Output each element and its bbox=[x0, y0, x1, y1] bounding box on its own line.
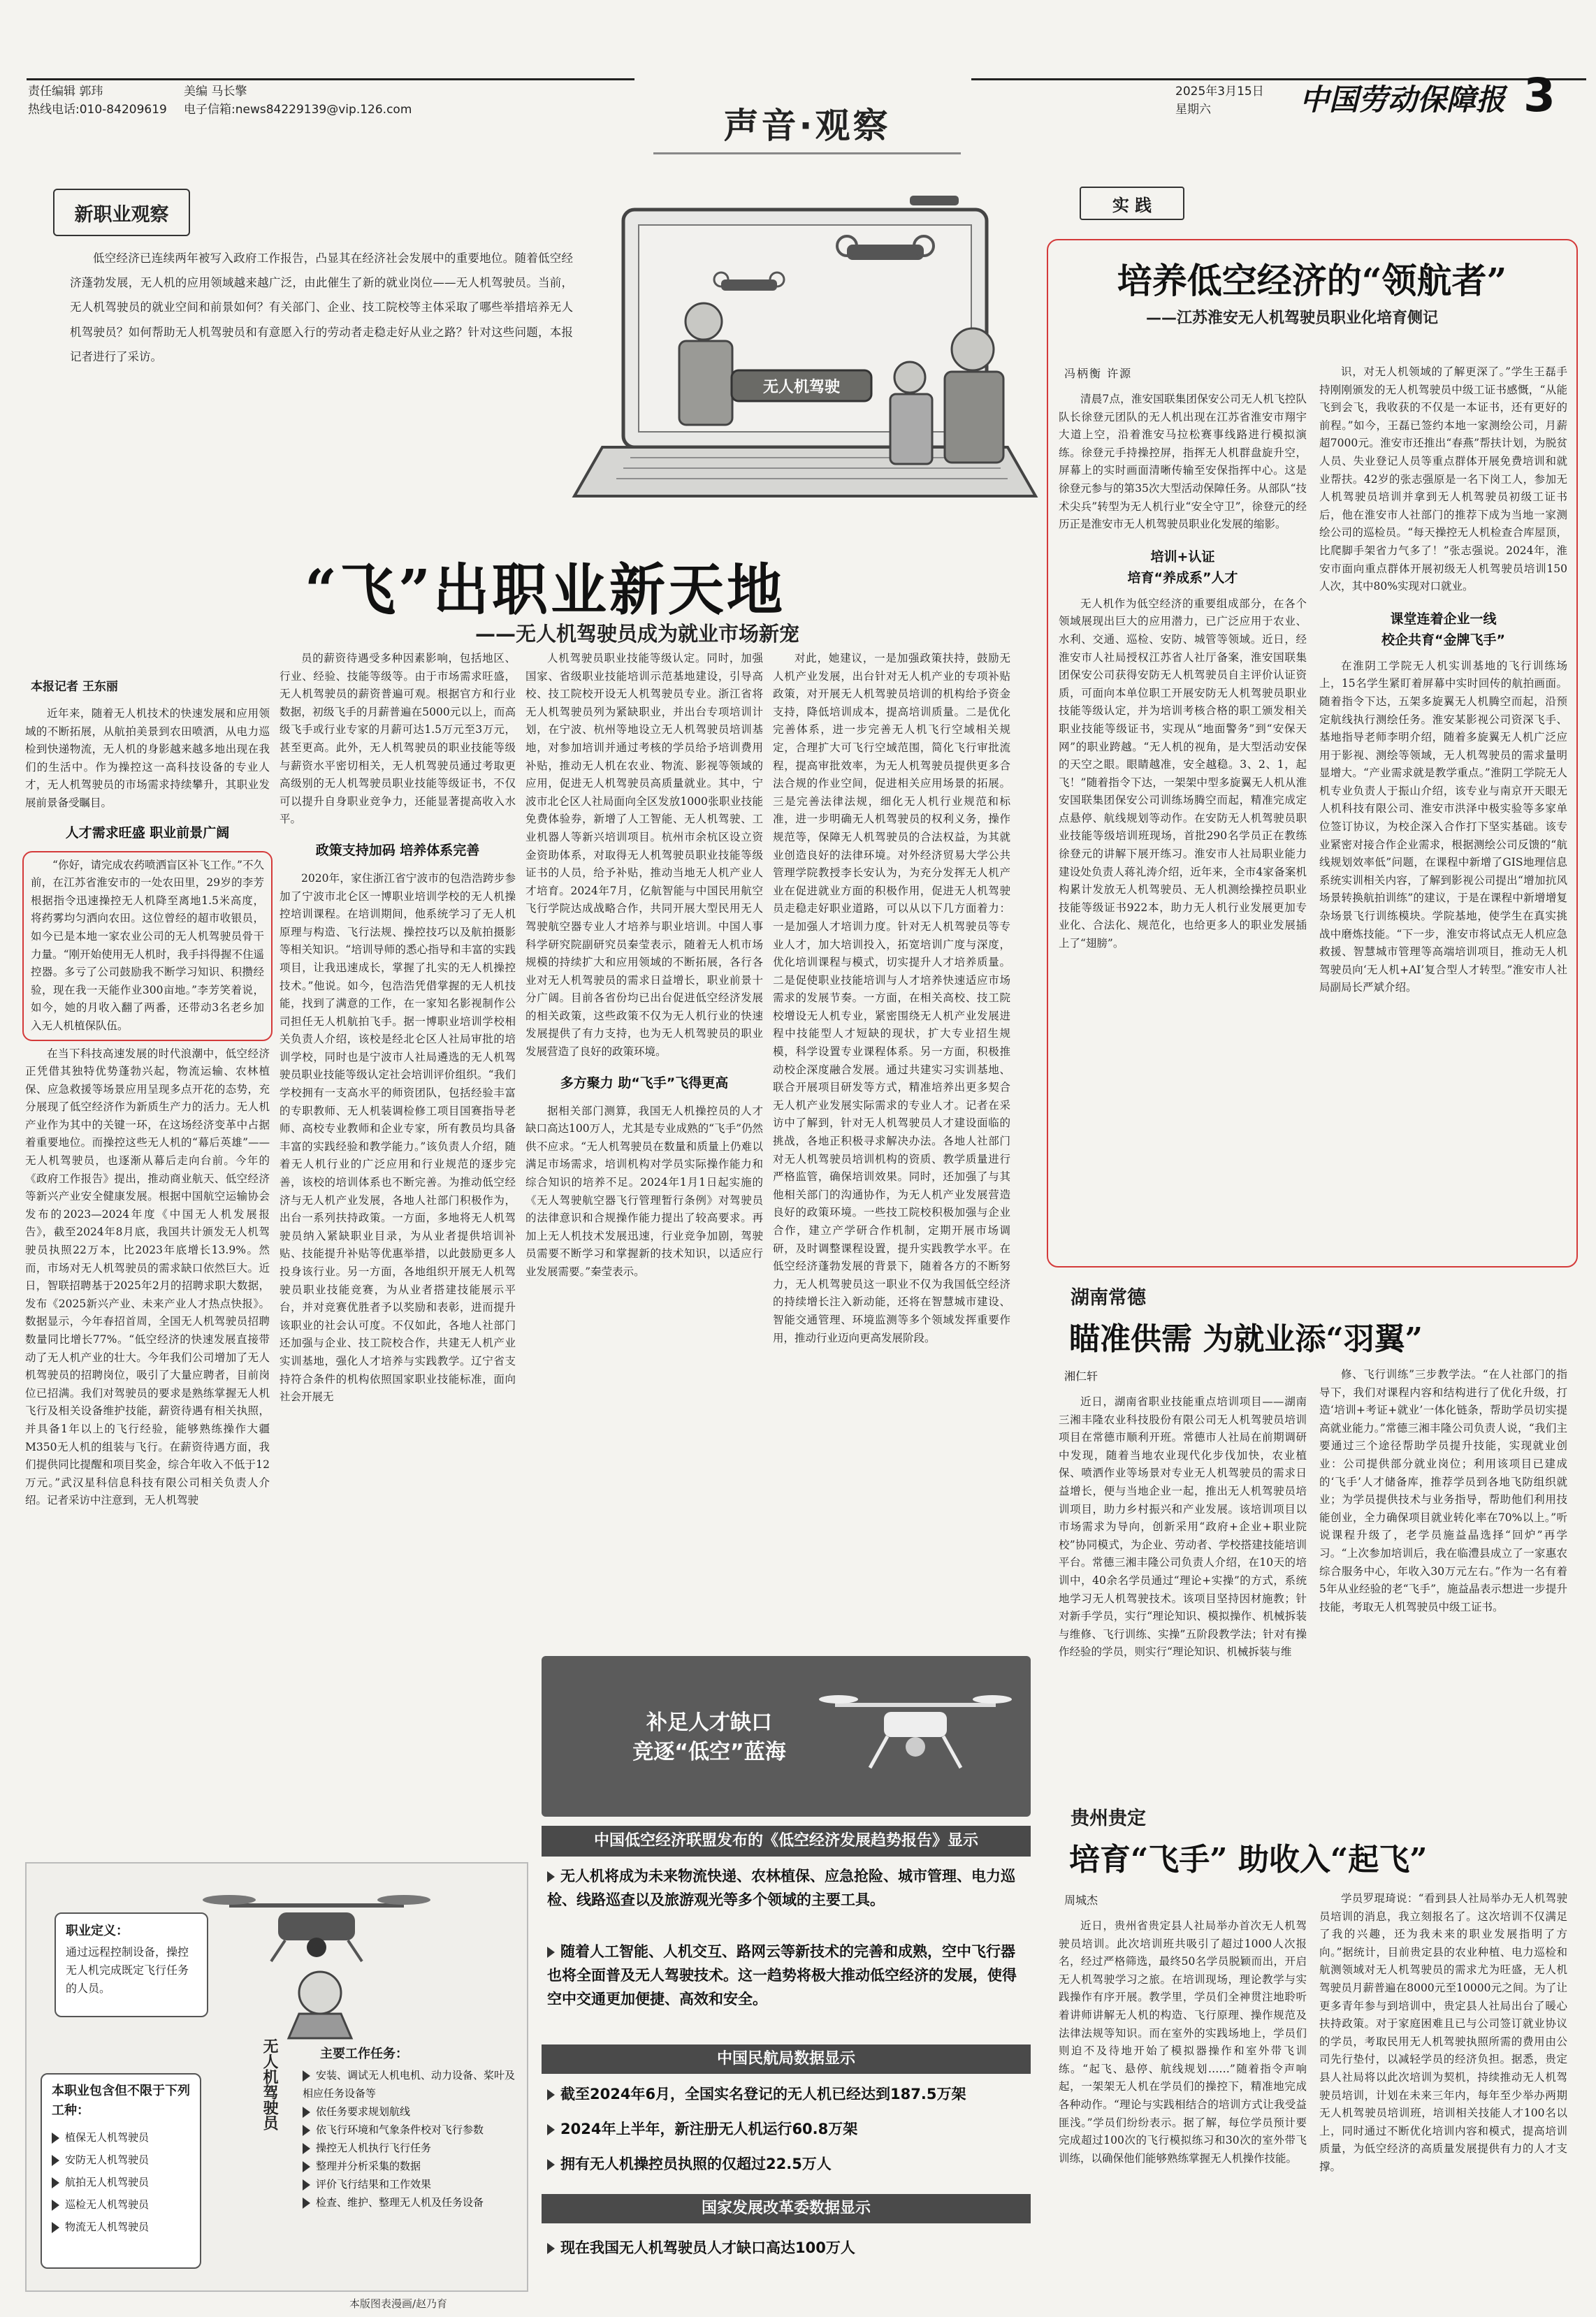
hunan-col-b bbox=[1319, 1366, 1567, 1754]
hunan-colA-text: 近日，湖南省职业技能重点培训项目——湖南三湘丰隆农业科技股份有限公司无人机驾驶员培训项目在常德市顺利开班。常德市人社局在前期调研中发现，随着当地农业现代化步伐加快，农业植保、喷洒作业等场景对专业无人机驾驶员的需求日益增长，便与当地企业一起，推出无人机驾驶员培训项目，助力乡村振兴和产业发展。该培训项目以市场需求为导向，创新采用“政府+企业+职业院校”协同模式，为企业、劳动者、学校搭建技能培训平台。常德三湘丰隆公司负责人介绍，在10天的培训中，40余名学员通过“理论+实操”的方式，系统地学习无人机驾驶技术。该项目坚持因材施教；针对新手学员，实行“理论知识、模拟操作、机械拆装与维修、飞行训练、实操”五阶段教学法；针对有操作经验的学员，则实行“理论知识、机械拆装与维 bbox=[1059, 1395, 1307, 1659]
type-item: 巡检无人机驾驶员 bbox=[52, 2193, 190, 2216]
databox-point-2: 随着人工智能、人机交互、路网云等新技术的完善和成熟，空中飞行器也将全面普及无人驾驶技术。这一趋势将极大推动低空经济的发展，使得空中交通更加便捷、高效和安全。 bbox=[547, 1943, 1017, 2007]
intro-text: 低空经济已连续两年被写入政府工作报告，凸显其在经济社会发展中的重要地位。随着低空经济蓬勃发展，无人机的应用领域越来越广泛，由此催生了新的就业岗位——无人机驾驶员。当前，无人机驾驶员的就业空间和前景如何？有关部门、企业、技工院校等主体采取了哪些举措培养无人机驾驶员？如何帮助无人机驾驶员和有意愿入行的劳动者走稳走好从业之路？针对这些问题，本报记者进行了采访。 bbox=[70, 252, 573, 363]
def-title: 职业定义： bbox=[66, 1924, 129, 1938]
databox-stat-2: 2024年上半年，新注册无人机运行60.8万架 bbox=[547, 2117, 1026, 2141]
databox-heading-1: 中国低空经济联盟发布的《低空经济发展趋势报告》显示 bbox=[542, 1826, 1031, 1857]
databox-heading-3: 国家发展改革委数据显示 bbox=[542, 2194, 1031, 2223]
main-col2-text: 员的薪资待遇受多种因素影响，包括地区、行业、经验、技能等级等。由于市场需求旺盛，无人机驾驶员的薪资普遍可观。根据官方和行业数据，初级飞手的月薪普遍在5000元以上，而高级飞手或行业专家的月薪可达1.5万元至3万元，甚至更高。此外，无人机驾驶员的职业技能等级与薪资水平密切相关，无人机驾驶员通过考取更高级别的无人机驾驶员职业技能等级证书，不仅可以提升自身职业竞争力，还能显著提高收入水平。 bbox=[280, 652, 516, 826]
main-byline: 本报记者 王东丽 bbox=[31, 680, 118, 694]
hunan-colB-text: 修、飞行训练”三步教学法。“在人社部门的指导下，我们对课程内容和结构进行了优化升级，打造‘培训+考证+就业’一体化链条，帮助学员切实提高就业能力。”常德三湘丰隆公司负责人说，“我们主要通过三个途径帮助学员提升技能，实现就业创业：公司提供部分就业岗位；利用该项目已建成的‘飞手’人才储备库，推荐学员到各地飞防组织就业；为学员提供技术与业务指导，帮助他们利用技能创业，全力确保项目就业转化率在70%以上。”听说课程升级了，老学员施益晶选择“回炉”再学习。“上次参加培训后，我在临澧县成立了一家惠农综合服务中心，年收入30万元左右。”作为一名有着5年从业经验的老“飞手”，施益晶表示想进一步提升技能，考取无人机驾驶员中级工证书。 bbox=[1319, 1368, 1567, 1613]
task-item: 评价飞行结果和工作效果 bbox=[303, 2175, 523, 2193]
main-col-1 bbox=[25, 671, 270, 1852]
guizhou-colB-text: 学员罗琨琦说：“看到县人社局举办无人机驾驶员培训的消息，我立刻报名了。这次培训不仅满足了我的兴趣，还为我未来的职业发展指明了方向。”据统计，目前贵定县的农业种植、电力巡检和航测领域对无人机驾驶员的需求尤为旺盛，无人机驾驶员月薪普遍在8000元至10000元之间。为了让更多青年参与到培训中，贵定县人社局出台了暖心扶持政策。对于家庭困难且已与公司签订就业协议的学员，考取民用无人机驾驶执照所需的费用由公司先行垫付，以减轻学员的经济负担。据悉，贵定县人社局将以此次培训为契机，持续推动无人机驾驶员培训，计划在未来三年内，每年至少举办两期无人机驾驶员培训班，培训相关技能人才100名以上，同时通过不断优化培训内容和模式，提高培训质量，为低空经济的高质量发展提供有力的人才支撑。 bbox=[1319, 1892, 1567, 2173]
intro-illustration bbox=[581, 168, 1064, 517]
task-item: 整理并分析采集的数据 bbox=[303, 2157, 523, 2175]
hunan-region: 湖南常德 bbox=[1071, 1287, 1146, 1309]
practice-colB-text: 识，对无人机领域的了解更深了。”学生王磊手持刚刚颁发的无人机驾驶员中级工证书感慨，“从能飞到会飞，我收获的不仅是一本证书，还有更好的前程。”如今，王磊已签约本地一家测绘公司，月薪超7000元。淮安市还推出“春燕”帮扶计划，为脱贫人员、失业登记人员等重点群体开展免费培训和就业帮扶。42岁的张志强原是一名下岗工人，参加无人机驾驶员培训并拿到无人机驾驶员初级工证书后，他在淮安市人社部门的推荐下成为当地一家测绘公司的巡检员。“每天操控无人机检查合库屋顶，比爬脚手架省力气多了！”张志强说。2024年，淮安市面向重点群体开展初级无人机驾驶员培训150人次，其中80%实现对口就业。 bbox=[1319, 365, 1567, 593]
databox-banner: 补足人才缺口 竞逐“低空”蓝海 bbox=[632, 1710, 786, 1764]
type-item: 航拍无人机驾驶员 bbox=[52, 2171, 190, 2193]
main-col1-text: 近年来，随着无人机技术的快速发展和应用领域的不断拓展，从航拍美景到农田喷洒，从电力巡检到快递物流，无人机的身影越来越多地出现在我们的生活中。作为操控这一高科技设备的专业人才，无人机驾驶员的市场需求持续攀升，其职业发展前景备受瞩目。 bbox=[25, 707, 270, 809]
databox-stat-1: 截至2024年6月，全国实名登记的无人机已经达到187.5万架 bbox=[547, 2082, 1026, 2106]
main-col3-text: 人机驾驶员职业技能等级认定。同时，加强国家、省级职业技能培训示范基地建设，引导高校、技工院校开设无人机驾驶员专业。浙江省将无人机驾驶员列为紧缺职业，并出台专项培训计划，在宁波、杭州等地设立无人机驾驶员培训基地，对参加培训并通过考核的学员给予培训费用补贴，推动无人机在农业、物流、影视等领域的应用，促进无人机驾驶员高质量就业。其中，宁波市北仑区人社局面向全区发放1000张职业技能免费体验券，新增了人工智能、无人机驾驶、工业机器人等新兴培训项目。杭州市余杭区设立资金资助体系，对取得无人机驾驶员职业技能等级证书的人员，给予补贴，推动当地无人机产业人才培育。2024年7月，亿航智能与中国民用航空飞行学院达成战略合作，共同开展大型民用无人驾驶航空器专业人才培养与职业培训。中国人事科学研究院副研究员秦莹表示，随着无人机市场规模的持续扩大和应用领域的不断拓展，各行各业对无人机驾驶员的需求日益增长，职业前景十分广阔。目前各省份均已出台促进低空经济发展的相关政策，这些政策不仅为无人机行业的快速发展提供了有力支持，也为无人机驾驶员的职业发展营造了良好的政策环境。 bbox=[525, 652, 763, 1059]
types-title: 本职业包含但不限于下列工种： bbox=[52, 2084, 190, 2118]
quote-text: “你好，请完成农药喷洒盲区补飞工作。”不久前，在江苏省淮安市的一处农田里，29岁的李芳根据指令迅速操控无人机降至离地1.5米高度，将药雾均匀洒向农田。这位曾经的超市收银员，如今已是本地一家农业公司的无人机驾驶员骨干力量。“刚开始使用无人机时，我手抖得握不住遥控器。多亏了公司鼓励我不断学习知识、积攒经验，现在我一天能作业300亩地。”李芳笑着说，如今，她的月收入翻了两番，还带动3名老乡加入无人机植保队伍。 bbox=[31, 858, 264, 1032]
practice-title: 培养低空经济的“领航者” bbox=[1117, 260, 1507, 301]
practice-subtitle: ——江苏淮安无人机驾驶员职业化培育侧记 bbox=[1146, 310, 1439, 327]
section-title-underline bbox=[653, 152, 961, 154]
task-item: 依飞行环境和气象条件校对飞行参数 bbox=[303, 2121, 523, 2139]
task-item: 操控无人机执行飞行任务 bbox=[303, 2139, 523, 2157]
databox-stat-3: 拥有无人机操控员执照的仅超过22.5万人 bbox=[547, 2152, 1026, 2176]
infographic bbox=[25, 1862, 528, 2292]
date-label: 2025年3月15日 bbox=[1175, 85, 1264, 99]
task-item: 依任务要求规划航线 bbox=[303, 2102, 523, 2121]
masthead bbox=[0, 0, 1596, 164]
email-label: 电子信箱:news84229139@vip.126.com bbox=[184, 103, 412, 117]
weekday-label: 星期六 bbox=[1175, 103, 1211, 117]
tasks-list bbox=[303, 2066, 523, 2211]
hotline-label: 热线电话:010-84209619 bbox=[28, 103, 167, 117]
task-item: 检查、维护、整理无人机及任务设备 bbox=[303, 2193, 523, 2211]
practice-colB2-text: 在淮阴工学院无人机实训基地的飞行训练场上，15名学生紧盯着屏幕中实时回传的航拍画面。随着指令下达，五架多旋翼无人机腾空而起，沿预定航线执行测绘任务。淮安某影视公司资深飞手、基地指导老师李明介绍，随着多旋翼无人机广泛应用于影视、测绘等领域，无人机驾驶员的需求量明显增大。“产业需求就是教学重点。”淮阴工学院无人机专业负责人于振山介绍，该专业与南京开天眼无人机科技有限公司、淮安市洪泽中极实验等多家单位签订协议，为校企深入合作打下坚实基础。该专业紧密对接合作企业需求，根据测绘公司反馈的“航线规划效率低”问题，在课程中新增了GIS地理信息系统实训相关内容，了解到影视公司提出“增加抗风场景转换航拍训练”的建议，于是在课程中新增增复杂场景飞行训练模块。学院基地，使学生在真实挑战中磨炼技能。“下一步，淮安市将试点无人机应急救援、智慧城市管理等高端培训项目，推动无人机驾驶员向‘无人机+AI’复合型人才转型。”淮安市人社局副局长严斌介绍。 bbox=[1319, 659, 1567, 994]
hunan-title: 瞄准供需 为就业添“羽翼” bbox=[1069, 1321, 1423, 1357]
practice-col-a bbox=[1059, 363, 1307, 1258]
type-item: 植保无人机驾驶员 bbox=[52, 2126, 190, 2149]
designer-label: 美编 马长擎 bbox=[184, 85, 247, 99]
heading-joint: 多方聚力 助“飞手”飞得更高 bbox=[560, 1075, 729, 1091]
databox-stat-4: 现在我国无人机驾驶员人才缺口高达100万人 bbox=[547, 2236, 1026, 2260]
heading-policy: 政策支持加码 培养体系完善 bbox=[315, 842, 480, 858]
guizhou-byline: 周城杰 bbox=[1064, 1894, 1098, 1907]
main-col-4 bbox=[773, 650, 1010, 1344]
practice-colA-text: 清晨7点，淮安国联集团保安公司无人机飞控队队长徐登元团队的无人机出现在江苏省淮安市翔宇大道上空，沿着淮安马拉松赛事线路进行模拟演练。徐登元手持操控屏，指挥无人机群盘旋升空，屏幕上的实时画面清晰传输至安保指挥中心。这是徐登元参与的第35次大型活动保障任务。从部队“技术尖兵”转型为无人机行业“安全守卫”，徐登元的经历正是淮安市无人机驾驶员职业化发展的缩影。 bbox=[1059, 393, 1307, 531]
guizhou-colA-text: 近日，贵州省贵定县人社局举办首次无人机驾驶员培训。此次培训班共吸引了超过1000人次报名，经过严格筛选，最终50名学员脱颖而出，开启无人机驾驶学习之旅。在培训现场，理论教学与实践操作有序开展。教学里，学员们全神贯注地聆听着讲师讲解无人机的构造、飞行原理、操作规范及法律法规等知识。而在室外的实践场地上，学员们则迫不及待地开始了模拟器操作和室外带飞训练。“起飞、悬停、航线规划……”随着指令声响起，一架架无人机在学员们的操控下，精准地完成各种动作。“理论与实践相结合的培训方式让我受益匪浅。”学员们纷纷表示。据了解，每位学员预计要完成超过100次的飞行模拟练习和30次的室外带飞训练，以确保他们能够熟练掌握无人机操作技能。 bbox=[1059, 1919, 1307, 2165]
editor-label: 责任编辑 郭玮 bbox=[28, 85, 103, 99]
heading-demand: 人才需求旺盛 职业前景广阔 bbox=[65, 825, 230, 841]
databox-heading-2: 中国民航局数据显示 bbox=[542, 2044, 1031, 2074]
paper-name: 中国劳动保障报 bbox=[1300, 82, 1506, 117]
type-item: 安防无人机驾驶员 bbox=[52, 2149, 190, 2171]
masthead-rule-left bbox=[27, 78, 634, 80]
tasks-title: 主要工作任务： bbox=[320, 2047, 408, 2061]
quote-box bbox=[22, 851, 273, 1041]
types-box bbox=[41, 2073, 201, 2269]
heading-school: 课堂连着企业一线 校企共育“金牌飞手” bbox=[1381, 611, 1505, 648]
type-item: 物流无人机驾驶员 bbox=[52, 2216, 190, 2238]
heading-training: 培训+认证 培育“养成系”人才 bbox=[1127, 549, 1238, 586]
main-col2b-text: 2020年，家住浙江省宁波市的包浩浩跨步参加了宁波市北仑区一博职业培训学校的无人机操控培训课程。在培训期间，他系统学习了无人机原理与构造、飞行法规、操控技巧以及航拍摄影等相关知识。“培训导师的悉心指导和丰富的实践项目，让我迅速成长，掌握了扎实的无人机操控技术。”他说。如今，包浩浩凭借掌握的无人机技能，找到了满意的工作，在一家知名影视制作公司担任无人机航拍飞手。据一博职业培训学校相关负责人介绍，该校是经北仑区人社局审批的培训学校，同时也是宁波市人社局遴选的无人机驾驶员职业技能等级认定社会培训评价组织。“我们学校拥有一支高水平的师资团队，包括经验丰富的专职教师、无人机装调检修工项目国赛指导老师、高校专业教师和企业专家，所有教员均具备丰富的实践经验和教学能力。”该负责人介绍，随着无人机行业的广泛应用和行业规范的逐步完善，该校的培训体系也不断完善。为推动低空经济与无人机产业发展，各地人社部门积极作为，出台一系列扶持政策。一方面，多地将无人机驾驶员纳入紧缺职业目录，为从业者提供培训补贴、技能提升补贴等优惠举措，以此鼓励更多人投身该行业。另一方面，各地组织开展无人机驾驶员职业技能竞赛，为从业者搭建技能展示平台，并对竞赛优胜者予以奖励和表彰，进而提升该职业的社会认可度。不仅如此，各地人社部门还加强与企业、技工院校合作，共建无人机产业实训基地，强化人才培养与实践教学。辽宁省支持符合条件的机构依照国家职业技能标准，面向社会开展无 bbox=[280, 871, 516, 1404]
page-number: 3 bbox=[1523, 68, 1555, 122]
main-col4-text: 对此，她建议，一是加强政策扶持，鼓励无人机产业发展，出台针对无人机产业的专项补贴政策，对开展无人机驾驶员培训的机构给予资金支持，降低培训成本，提高培训质量。二是优化完善体系，进一步完善无人机飞行空域相关规定，合理扩大可飞行空域范围，简化飞行审批流程，提高审批效率，为无人机驾驶员提供更多合法合规的作业空间，促进相关应用场景的拓展。三是完善法律法规，细化无人机行业规范和标准，进一步明确无人机驾驶员的权利义务，操作规范等，保障无人机驾驶员的合法权益，为其就业创造良好的法律环境。对外经济贸易大学公共管理学院教授李长安认为，为充分发挥无人机产业在促进就业方面的积极作用，促进无人机驾驶员走稳走好职业道路，可以从以下几方面着力：一是加强人才培训力度。针对无人机驾驶员等专业人才，加大培训投入，拓宽培训广度与深度，优化培训课程与模式，切实提升人才培养质量。二是促使职业技能培训与人才培养快速适应市场需求的发展节奏。一方面，在相关高校、技工院校增设无人机专业，紧密围绕无人机产业发展进程中技能型人才短缺的现状，扩大专业招生规模，科学设置专业课程体系。另一方面，积极推动校企深度融合发展。通过共建实习实训基地、联合开展项目研发等方式，精准培养出更多契合无人机产业发展实际需求的专业人才。记者在采访中了解到，针对无人机驾驶员人才建设面临的挑战，各地正积极寻求解决办法。各地人社部门对无人机驾驶员培训机构的资质、教学质量进行严格监管，确保培训效果。同时，还加强了与其他相关部门的沟通协作，为无人机产业发展营造良好的政策环境。一些技工院校积极加强与企业合作，建立产学研合作机制，定期开展市场调研，及时调整课程设置，提升实践教学水平。在低空经济蓬勃发展的背景下，随着各方的不断努力，无人机驾驶员这一职业不仅为我国低空经济的持续增长注入新动能，还将在智慧城市建设、智能交通管理、环境监测等多个领域发挥重要作用，推动行业迈向更高发展阶段。 bbox=[773, 652, 1010, 1344]
hunan-byline: 湘仁轩 bbox=[1064, 1370, 1098, 1383]
main-col3b-text: 据相关部门测算，我国无人机操控员的人才缺口高达100万人，尤其是专业成熟的“飞手”仍然供不应求。“无人机驾驶员在数量和质量上仍难以满足市场需求，培训机构对学员实际操作能力和综合知识的培养不足。2024年1月1日起实施的《无人驾驶航空器飞行管理暂行条例》对驾驶员的法律意识和合规操作能力提出了较高要求。再加上无人机技术发展迅速，行业竞争加剧，驾驶员需要不断学习和掌握新的技术知识，以适应行业发展需要。”秦莹表示。 bbox=[525, 1104, 763, 1278]
databox-point-1: 无人机将成为未来物流快递、农林植保、应急抢险、城市管理、电力巡检、线路巡查以及旅游观光等多个领域的主要工具。 bbox=[547, 1868, 1015, 1908]
practice-byline: 冯柄衡 许源 bbox=[1064, 367, 1133, 380]
hunan-col-a bbox=[1059, 1366, 1307, 1754]
main-col1b-text: 在当下科技高速发展的时代浪潮中，低空经济正凭借其独特优势蓬勃兴起，物流运输、农林植保、应急救援等场景应用呈现多点开花的态势，充分展现了低空经济作为新质生产力的活力。无人机产业作为其中的关键一环，在这场经济变革中占据着重要地位。而操控这些无人机的“幕后英雄”——无人机驾驶员，也逐渐从幕后走向台前。今年的《政府工作报告》提出，推动商业航天、低空经济等新兴产业安全健康发展。根据中国航空运输协会发布的2023—2024年度《中国无人机发展报告》，截至2024年8月底，我国共计颁发无人机驾驶员执照22万本，比2023年底增长13.9%。然而，市场对无人机驾驶员的需求缺口依然巨大。近日，智联招聘基于2025年2月的招聘求职大数据，发布《2025新兴产业、未来产业人才热点快报》。数据显示，今年春招首周，全国无人机驾驶员招聘数量同比增长77%。“低空经济的快速发展直接带动了无人机产业的壮大。今年我们公司增加了无人机驾驶员的招聘岗位，吸引了大量应聘者，目前岗位已招满。我们对驾驶员的要求是熟练掌握无人机飞行及相关设备维护技能，薪资待遇有相关执照，并具备1年以上的飞行经验，能够熟练操作大疆M350无人机的组装与飞行。在薪资待遇方面，我们提供同比提醒和项目奖金，综合年收入不低于12万元。”武汉星科信息科技有限公司相关负责人介绍。记者采访中注意到，无人机驾驶 bbox=[25, 1047, 270, 1507]
databox bbox=[542, 1656, 1031, 2302]
guizhou-col-b bbox=[1319, 1890, 1567, 2302]
task-item: 安装、调试无人机电机、动力设备、桨叶及相应任务设备等 bbox=[303, 2069, 516, 2100]
guizhou-region: 贵州贵定 bbox=[1071, 1808, 1146, 1829]
guizhou-col-a bbox=[1059, 1890, 1307, 2302]
def-box bbox=[55, 1912, 208, 2017]
main-col-3 bbox=[525, 650, 763, 1335]
infographic-credit: 本版图表漫画/赵乃育 bbox=[349, 2297, 448, 2310]
intro-illustration-label: 无人机驾驶 bbox=[762, 378, 840, 396]
guizhou-title: 培育“飞手” 助收入“起飞” bbox=[1069, 1842, 1428, 1877]
practice-col-b bbox=[1319, 363, 1567, 1258]
section-title: 声音·观察 bbox=[723, 106, 891, 146]
drone-icon bbox=[821, 1670, 1010, 1810]
practice-colA2-text: 无人机作为低空经济的重要组成部分，在各个领域展现出巨大的应用潜力，已广泛应用于农业、水利、交通、巡检、安防、城管等领域。近日，经淮安市人社局授权江苏省人社厅备案，淮安国联集团保安公司获得安防无人机驾驶员自主评价认证资质，可面向本单位职工开展安防无人机驾驶员职业技能等级认定，并为培训考核合格的职工颁发相关职业技能等级证书，实现从“地面警务”到“安保天网”的职业跨越。“无人机的视角，是大型活动安保的天空之眼。眼睛越准，安全越稳。3、2、1，起飞！”随着指令下达，一架架中型多旋翼无人机从淮安国联集团保安公司训练场腾空而起，精准完成定点悬停、航线规划等动作。在安防无人机驾驶员职业技能等级培训班现场，首批290名学员正在教练徐登元的讲解下展开练习。淮安市人社局职业能力建设处负责人蒋礼涛介绍，近年来，全市4家备案机构累计发放无人机驾驶员、无人机测绘操控员职业技能等级证书922本，助力无人机行业发展更加专业化、合法化、规范化，也给更多人的职业发展插上了“翅膀”。 bbox=[1059, 597, 1307, 950]
main-subtitle: ——无人机驾驶员成为就业市场新宠 bbox=[475, 622, 800, 646]
infographic-label: 无人机驾驶员 bbox=[261, 2038, 278, 2130]
practice-tag: 实 践 bbox=[1080, 187, 1184, 220]
main-title: “飞”出职业新天地 bbox=[304, 557, 786, 623]
intro-tag: 新职业观察 bbox=[53, 189, 190, 236]
def-text: 通过远程控制设备，操控无人机完成既定飞行任务的人员。 bbox=[66, 1945, 189, 1995]
main-col-2 bbox=[280, 650, 516, 1845]
